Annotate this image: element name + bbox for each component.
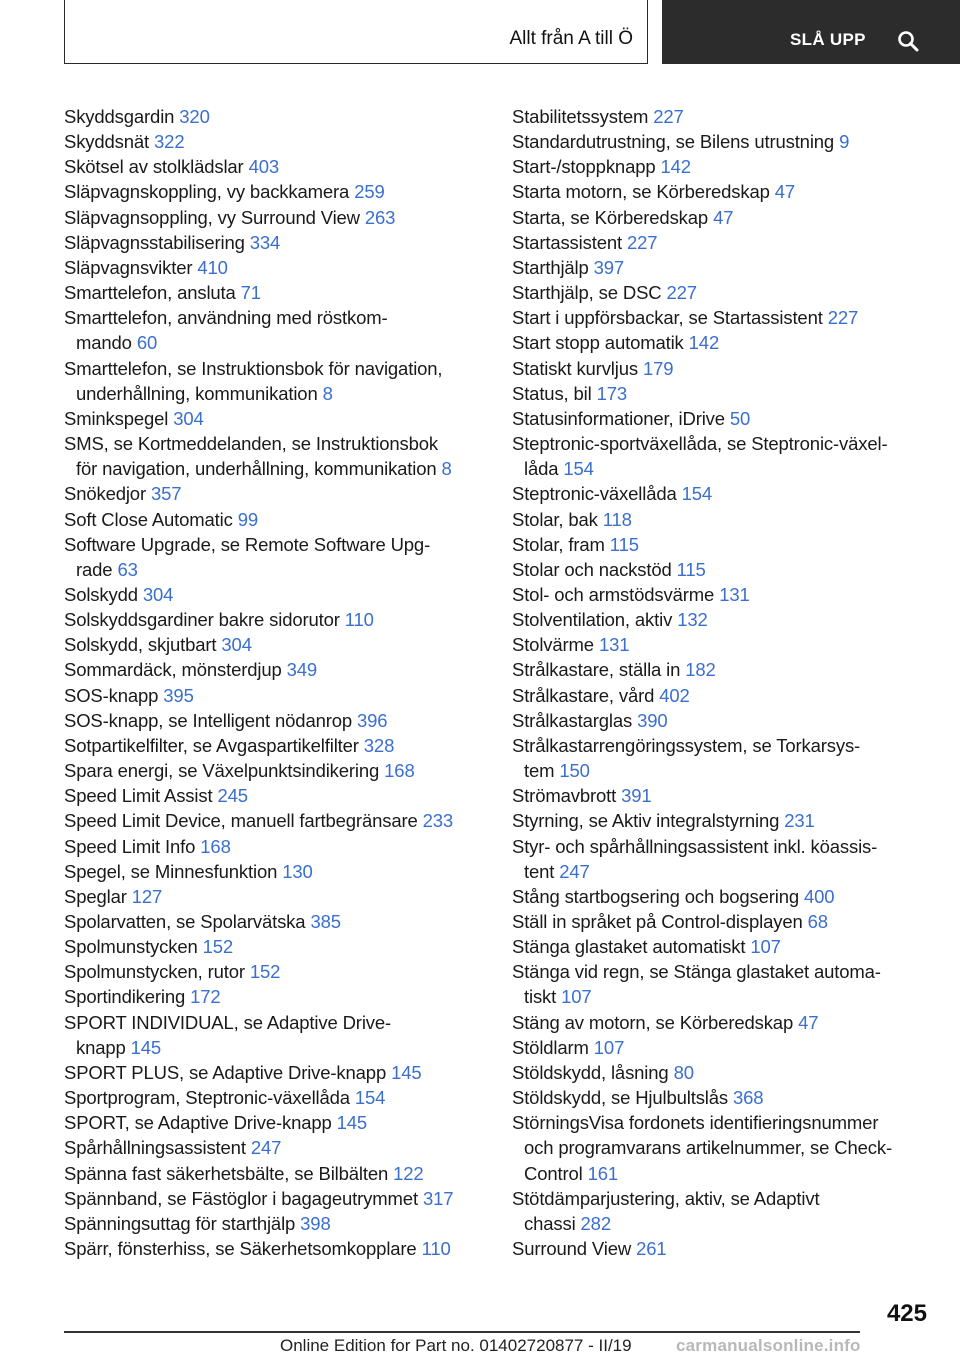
index-term: Styr- och spårhållningsassistent inkl. köassis- xyxy=(512,835,878,857)
page-reference-link[interactable]: 130 xyxy=(282,860,313,882)
search-button-label: SLÅ UPP xyxy=(790,30,866,49)
footer-divider xyxy=(64,1331,860,1333)
page-reference-link[interactable]: 145 xyxy=(336,1112,368,1134)
index-term: Skyddsgardin xyxy=(64,106,175,127)
index-term: Släpvagnsoppling, vy Surround View xyxy=(64,206,360,228)
index-entry xyxy=(512,657,932,682)
page-reference-link[interactable]: 154 xyxy=(563,458,594,480)
index-term: Spårhållningsassistent xyxy=(64,1137,246,1159)
index-term: Smarttelefon, se Instruktionsbok för navigation, xyxy=(64,357,443,379)
index-entry xyxy=(64,683,494,708)
index-term: Start-/stoppknapp xyxy=(512,156,656,178)
page-reference-link[interactable]: 403 xyxy=(248,156,279,178)
index-term: Stolar, bak xyxy=(512,508,598,530)
index-entry xyxy=(64,1211,494,1236)
page-reference-link[interactable]: 397 xyxy=(593,256,625,278)
page-reference-link[interactable]: 50 xyxy=(729,407,751,429)
page-reference-link[interactable]: 282 xyxy=(580,1212,611,1234)
index-entry xyxy=(512,834,932,884)
page-reference-link[interactable]: 396 xyxy=(357,709,388,731)
page-reference-link[interactable]: 395 xyxy=(163,684,194,706)
section-tab[interactable] xyxy=(64,0,648,64)
index-entry xyxy=(512,557,932,582)
index-term: Stolar och nackstöd xyxy=(512,558,672,580)
index-term: Strålkastare, vård xyxy=(512,684,655,706)
page-reference-link[interactable]: 107 xyxy=(750,936,781,958)
index-entry xyxy=(64,129,494,154)
page-reference-link[interactable]: 304 xyxy=(142,583,174,605)
index-term: Smarttelefon, användning med röstkom- xyxy=(64,307,388,329)
index-entry xyxy=(64,104,494,129)
index-term-continuation-text: tem xyxy=(524,760,555,782)
index-term: Status, bil xyxy=(512,382,592,404)
page-reference-link[interactable]: 47 xyxy=(774,181,795,203)
index-term: Startassistent xyxy=(512,231,622,253)
index-term-continuation xyxy=(76,1035,494,1060)
index-entry xyxy=(512,708,932,733)
index-entry xyxy=(512,1085,932,1110)
index-term: Spolarvatten, se Spolarvätska xyxy=(64,911,306,932)
page-reference-link[interactable]: 261 xyxy=(636,1238,667,1260)
index-term: Statiskt kurvljus xyxy=(512,357,638,379)
index-entry xyxy=(64,1010,494,1060)
index-term: Solskydd, skjutbart xyxy=(64,634,217,656)
index-entry xyxy=(64,255,494,280)
page-reference-link[interactable]: 47 xyxy=(713,206,734,228)
index-term: Statusinformationer, iDrive xyxy=(512,407,725,429)
page-reference-link[interactable]: 145 xyxy=(391,1061,422,1083)
page-reference-link[interactable]: 142 xyxy=(660,156,691,178)
page-reference-link[interactable]: 227 xyxy=(827,307,859,329)
index-term-continuation xyxy=(76,456,494,481)
index-entry xyxy=(64,1085,494,1110)
index-term: Speglar xyxy=(64,885,127,907)
index-term: Stöldskydd, se Hjulbultslås xyxy=(512,1087,728,1109)
index-term-continuation-text: underhållning, kommunikation xyxy=(76,382,318,404)
index-term: Strömavbrott xyxy=(512,785,617,807)
index-entry xyxy=(512,607,932,632)
index-column-right xyxy=(512,104,932,1261)
page-reference-link[interactable]: 80 xyxy=(673,1061,694,1083)
index-term-continuation-text: knapp xyxy=(76,1036,126,1058)
page-reference-link[interactable]: 385 xyxy=(310,911,341,932)
index-term: SPORT, se Adaptive Drive-knapp xyxy=(64,1112,332,1134)
index-term: SOS-knapp, se Intelligent nödanrop xyxy=(64,709,353,731)
index-term: Starthjälp, se DSC xyxy=(512,282,662,304)
index-term: Strålkastarrengöringssystem, se Torkarsys- xyxy=(512,734,861,756)
page-reference-link[interactable]: 60 xyxy=(136,332,158,354)
index-term: Spegel, se Minnesfunktion xyxy=(64,860,278,882)
index-term-continuation xyxy=(524,1211,932,1236)
page-reference-link[interactable]: 145 xyxy=(130,1036,162,1058)
index-term: Start stopp automatik xyxy=(512,332,684,354)
index-entry xyxy=(512,909,932,934)
page-reference-link[interactable]: 142 xyxy=(688,332,720,354)
page-reference-link[interactable]: 110 xyxy=(421,1238,451,1260)
index-entry xyxy=(512,1110,932,1185)
index-term: Ställ in språket på Control-displayen xyxy=(512,911,803,932)
index-term: Surround View xyxy=(512,1238,632,1260)
index-term-continuation xyxy=(524,984,932,1009)
index-term: Sommardäck, mönsterdjup xyxy=(64,659,282,681)
page-reference-link[interactable]: 127 xyxy=(131,885,163,907)
index-entry xyxy=(64,179,494,204)
section-tab-label: Allt från A till Ö xyxy=(509,28,633,49)
index-entry xyxy=(64,1110,494,1135)
page-reference-link[interactable]: 322 xyxy=(154,131,185,153)
index-entry xyxy=(512,255,932,280)
index-term: Soft Close Automatic xyxy=(64,508,233,530)
index-entry xyxy=(64,657,494,682)
page-reference-link[interactable]: 152 xyxy=(202,936,234,958)
index-term-continuation-text: och programvarans artikelnummer, se Check- xyxy=(524,1137,892,1159)
index-term: Styrning, se Aktiv integralstyrning xyxy=(512,810,780,832)
page-reference-link[interactable]: 150 xyxy=(559,760,590,782)
index-entry xyxy=(512,179,932,204)
index-entry xyxy=(64,230,494,255)
index-term: Standardutrustning, se Bilens utrustning xyxy=(512,131,835,153)
index-term: Stabilitetssystem xyxy=(512,106,649,127)
page-reference-link[interactable]: 231 xyxy=(784,810,815,832)
page-reference-link[interactable]: 115 xyxy=(609,533,639,555)
index-entry xyxy=(512,1186,932,1236)
page-reference-link[interactable]: 227 xyxy=(626,231,658,253)
index-entry xyxy=(512,532,932,557)
index-term: Steptronic-sportväxellåda, se Steptronic-växel- xyxy=(512,433,888,455)
index-entry xyxy=(64,507,494,532)
page-reference-link[interactable]: 63 xyxy=(117,558,138,580)
page-reference-link[interactable]: 132 xyxy=(677,609,708,631)
index-term: StörningsVisa fordonets identifieringsnummer xyxy=(512,1112,879,1134)
index-term: Stolventilation, aktiv xyxy=(512,609,673,631)
index-entry xyxy=(64,406,494,431)
page-reference-link[interactable]: 131 xyxy=(598,634,630,656)
index-entry xyxy=(512,330,932,355)
index-term-continuation-text: mando xyxy=(76,332,132,354)
page-reference-link[interactable]: 317 xyxy=(422,1187,454,1209)
index-entry xyxy=(64,1060,494,1085)
index-term-continuation xyxy=(524,456,932,481)
index-entry xyxy=(64,154,494,179)
page-reference-link[interactable]: 173 xyxy=(596,382,628,404)
index-entry xyxy=(64,859,494,884)
index-entry xyxy=(512,104,932,129)
index-term: Stäng av motorn, se Körberedskap xyxy=(512,1011,794,1033)
index-entry xyxy=(512,305,932,330)
page-reference-link[interactable]: 99 xyxy=(237,508,259,530)
index-entry xyxy=(64,607,494,632)
page-reference-link[interactable]: 334 xyxy=(249,231,281,253)
index-entry xyxy=(64,834,494,859)
page-reference-link[interactable]: 233 xyxy=(422,810,454,832)
index-entry xyxy=(512,1060,932,1085)
page-reference-link[interactable]: 357 xyxy=(150,483,182,505)
page-reference-link[interactable]: 172 xyxy=(190,986,221,1008)
index-term-continuation-text: för navigation, underhållning, kommunikation xyxy=(76,458,437,480)
page-reference-link[interactable]: 168 xyxy=(384,760,415,782)
index-entry xyxy=(512,683,932,708)
page-reference-link[interactable]: 68 xyxy=(807,911,828,932)
index-term: Starta motorn, se Körberedskap xyxy=(512,181,770,203)
index-entry xyxy=(512,431,932,481)
index-term: Smarttelefon, ansluta xyxy=(64,282,236,304)
search-icon[interactable] xyxy=(897,30,919,52)
index-term: Spara energi, se Växelpunktsindikering xyxy=(64,760,380,782)
index-entry xyxy=(64,909,494,934)
page-reference-link[interactable]: 328 xyxy=(363,734,395,756)
index-entry xyxy=(512,582,932,607)
index-entry xyxy=(64,481,494,506)
page-reference-link[interactable]: 107 xyxy=(593,1036,625,1058)
index-term: Spänna fast säkerhetsbälte, se Bilbälten xyxy=(64,1162,389,1184)
index-term: Sminkspegel xyxy=(64,407,169,429)
page-reference-link[interactable]: 71 xyxy=(240,282,261,304)
index-entry xyxy=(64,884,494,909)
index-term: Släpvagnsstabilisering xyxy=(64,231,245,253)
page-reference-link[interactable]: 115 xyxy=(676,558,706,580)
index-entry xyxy=(512,959,932,1009)
index-entry xyxy=(64,984,494,1009)
page-reference-link[interactable]: 227 xyxy=(653,106,684,127)
index-term: Solskyddsgardiner bakre sidorutor xyxy=(64,609,340,631)
index-term-continuation xyxy=(524,758,932,783)
page-reference-link[interactable]: 245 xyxy=(217,785,248,807)
index-term: Stänga glastaket automatiskt xyxy=(512,936,746,958)
index-term: SPORT INDIVIDUAL, se Adaptive Drive- xyxy=(64,1011,392,1033)
page-reference-link[interactable]: 349 xyxy=(286,659,318,681)
index-term: Starta, se Körberedskap xyxy=(512,206,709,228)
index-term: SPORT PLUS, se Adaptive Drive-knapp xyxy=(64,1061,387,1083)
page-reference-link[interactable]: 8 xyxy=(441,458,452,480)
index-term: Släpvagnskoppling, vy backkamera xyxy=(64,181,350,203)
index-term-continuation-text: chassi xyxy=(524,1212,576,1234)
index-entry xyxy=(512,1236,932,1261)
index-entry xyxy=(64,808,494,833)
page-reference-link[interactable]: 9 xyxy=(839,131,850,153)
index-entry xyxy=(64,1236,494,1261)
index-entry xyxy=(512,783,932,808)
index-entry xyxy=(512,507,932,532)
index-term-continuation-text: tiskt xyxy=(524,986,557,1008)
page-reference-link[interactable]: 410 xyxy=(197,256,228,278)
index-term: Spänningsuttag för starthjälp xyxy=(64,1212,296,1234)
index-term-continuation xyxy=(524,1161,932,1186)
page-reference-link[interactable]: 304 xyxy=(173,407,204,429)
index-term: Software Upgrade, se Remote Software Upg- xyxy=(64,533,431,555)
index-term: Stänga vid regn, se Stänga glastaket automa- xyxy=(512,961,881,983)
page-reference-link[interactable]: 247 xyxy=(250,1137,282,1159)
index-term: Sportprogram, Steptronic-växellåda xyxy=(64,1087,350,1109)
index-entry xyxy=(64,783,494,808)
index-entry xyxy=(64,1186,494,1211)
index-term: Stång startbogsering och bogsering xyxy=(512,885,799,907)
index-term-continuation xyxy=(76,557,494,582)
index-entry xyxy=(512,205,932,230)
page-reference-link[interactable]: 304 xyxy=(221,634,252,656)
page-reference-link[interactable]: 47 xyxy=(798,1011,819,1033)
index-entry xyxy=(64,280,494,305)
index-entry xyxy=(64,758,494,783)
index-entry xyxy=(512,230,932,255)
index-term: Solskydd xyxy=(64,583,138,605)
index-term: Strålkastare, ställa in xyxy=(512,659,681,681)
index-entry xyxy=(512,280,932,305)
page-reference-link[interactable]: 400 xyxy=(803,885,835,907)
index-entry xyxy=(64,708,494,733)
page-number: 425 xyxy=(886,1300,927,1327)
edition-text: Online Edition for Part no. 01402720877 - II/19 xyxy=(280,1336,632,1355)
index-term: Stöldskydd, låsning xyxy=(512,1061,669,1083)
index-term: Spolmunstycken, rutor xyxy=(64,961,245,983)
page-reference-link[interactable]: 154 xyxy=(354,1087,386,1109)
page-reference-link[interactable]: 118 xyxy=(602,508,632,530)
index-term: Steptronic-växellåda xyxy=(512,483,677,505)
index-term: Stolvärme xyxy=(512,634,594,656)
index-entry xyxy=(512,154,932,179)
page-reference-link[interactable]: 247 xyxy=(559,860,590,882)
page-reference-link[interactable]: 107 xyxy=(561,986,592,1008)
index-term: Sportindikering xyxy=(64,986,186,1008)
index-entry xyxy=(64,934,494,959)
page-reference-link[interactable]: 182 xyxy=(685,659,716,681)
page-reference-link[interactable]: 368 xyxy=(733,1087,764,1109)
index-entry xyxy=(64,632,494,657)
index-entry xyxy=(64,1161,494,1186)
page-reference-link[interactable]: 154 xyxy=(681,483,713,505)
index-term: Stol- och armstödsvärme xyxy=(512,583,715,605)
index-term-continuation xyxy=(76,330,494,355)
index-term: Stötdämparjustering, aktiv, se Adaptivt xyxy=(512,1187,820,1209)
index-entry xyxy=(64,305,494,355)
index-entry xyxy=(512,934,932,959)
index-term-continuation xyxy=(524,1135,932,1160)
index-term: Speed Limit Info xyxy=(64,835,196,857)
index-entry xyxy=(512,884,932,909)
page-reference-link[interactable]: 259 xyxy=(354,181,385,203)
index-term: Skötsel av stolklädslar xyxy=(64,156,244,178)
index-term: SMS, se Kortmeddelanden, se Instruktionsbok xyxy=(64,433,439,455)
index-term: Stolar, fram xyxy=(512,533,605,555)
index-entry xyxy=(64,205,494,230)
index-entry xyxy=(512,381,932,406)
page-reference-link[interactable]: 402 xyxy=(659,684,690,706)
index-entry xyxy=(64,532,494,582)
index-term: Släpvagnsvikter xyxy=(64,256,193,278)
index-entry xyxy=(512,406,932,431)
index-term: Spännband, se Fästöglor i bagageutrymmet xyxy=(64,1187,418,1209)
page-reference-link[interactable]: 131 xyxy=(719,583,750,605)
page-reference-link[interactable]: 168 xyxy=(200,835,231,857)
page-reference-link[interactable]: 152 xyxy=(249,961,281,983)
index-entry xyxy=(64,1135,494,1160)
index-entry xyxy=(512,129,932,154)
index-term: Start i uppförsbackar, se Startassistent xyxy=(512,307,823,329)
index-entry xyxy=(512,356,932,381)
index-term-continuation-text: Control xyxy=(524,1162,583,1184)
index-entry xyxy=(64,356,494,406)
index-entry xyxy=(64,959,494,984)
index-term-continuation-text: rade xyxy=(76,558,113,580)
page-reference-link[interactable]: 320 xyxy=(179,106,210,127)
index-entry xyxy=(512,632,932,657)
index-term: Stöldlarm xyxy=(512,1036,589,1058)
page-reference-link[interactable]: 227 xyxy=(666,282,697,304)
page-reference-link[interactable]: 390 xyxy=(637,709,668,731)
index-entry xyxy=(64,431,494,481)
index-entry xyxy=(512,481,932,506)
index-column-left xyxy=(64,104,494,1261)
index-term: Strålkastarglas xyxy=(512,709,633,731)
page-reference-link[interactable]: 391 xyxy=(621,785,652,807)
index-entry xyxy=(512,733,932,783)
index-term: Starthjälp xyxy=(512,256,589,278)
index-entry xyxy=(512,1010,932,1035)
index-entry xyxy=(64,582,494,607)
index-term-continuation xyxy=(76,381,494,406)
index-term: Snökedjor xyxy=(64,483,146,505)
page-reference-link[interactable]: 161 xyxy=(587,1162,619,1184)
index-entry xyxy=(512,1035,932,1060)
index-term: Spärr, fönsterhiss, se Säkerhetsomkopplare xyxy=(64,1238,417,1260)
index-term-continuation-text: låda xyxy=(524,458,559,480)
page-reference-link[interactable]: 263 xyxy=(364,206,396,228)
index-term: Speed Limit Assist xyxy=(64,785,213,807)
index-term: Speed Limit Device, manuell fartbegränsare xyxy=(64,810,418,832)
page-reference-link[interactable]: 110 xyxy=(344,609,374,631)
index-entry xyxy=(64,733,494,758)
index-term-continuation-text: tent xyxy=(524,860,555,882)
page-reference-link[interactable]: 398 xyxy=(300,1212,331,1234)
index-term-continuation xyxy=(524,859,932,884)
page-reference-link[interactable]: 122 xyxy=(393,1162,424,1184)
index-term: Skyddsnät xyxy=(64,131,150,153)
index-entry xyxy=(512,808,932,833)
page-reference-link[interactable]: 179 xyxy=(642,357,674,379)
watermark: carmanualsonline.info xyxy=(676,1336,861,1355)
index-term: SOS-knapp xyxy=(64,684,159,706)
index-term: Spolmunstycken xyxy=(64,936,198,958)
index-term: Sotpartikelfilter, se Avgaspartikelfilter xyxy=(64,734,359,756)
page-reference-link[interactable]: 8 xyxy=(322,382,333,404)
